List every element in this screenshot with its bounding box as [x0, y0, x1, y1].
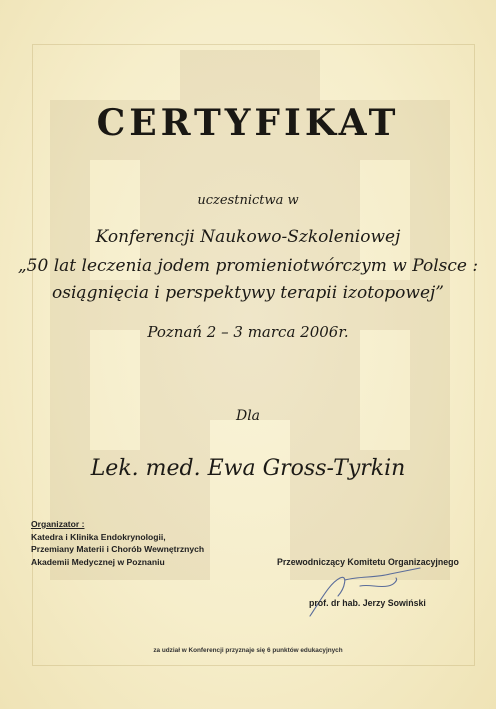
organizer-line-1: Katedra i Klinika Endokrynologii,: [31, 531, 166, 542]
for-label: Dla: [235, 408, 261, 424]
points-note: za udział w Konferencji przyznaje się 6 punktów edukacyjnych: [153, 647, 343, 654]
conference-line-2: „50 lat leczenia jodem promieniotwórczym w Polsce :: [17, 256, 479, 276]
participation-text: uczestnictwa w: [197, 193, 299, 208]
recipient-name: Lek. med. Ewa Gross-Tyrkin: [90, 456, 406, 481]
organizer-line-3: Akademii Medycznej w Poznaniu: [31, 556, 165, 567]
committee-chair-title: Przewodniczący Komitetu Organizacyjnego: [277, 557, 459, 567]
organizer-line-2: Przemiany Materii i Chorób Wewnętrznych: [31, 544, 205, 554]
signature: [300, 558, 450, 628]
organizer-label: Organizator :: [31, 519, 85, 529]
committee-chair-name: prof. dr hab. Jerzy Sowiński: [309, 598, 426, 608]
organizer-block: [31, 518, 204, 568]
place-date: Poznań 2 – 3 marca 2006r.: [147, 323, 349, 341]
conference-line-3: osiągnięcia i perspektywy terapii izotopowej”: [52, 283, 444, 303]
conference-line-1: Konferencji Naukowo-Szkoleniowej: [95, 227, 401, 247]
certificate-title: CERTYFIKAT: [96, 102, 400, 144]
